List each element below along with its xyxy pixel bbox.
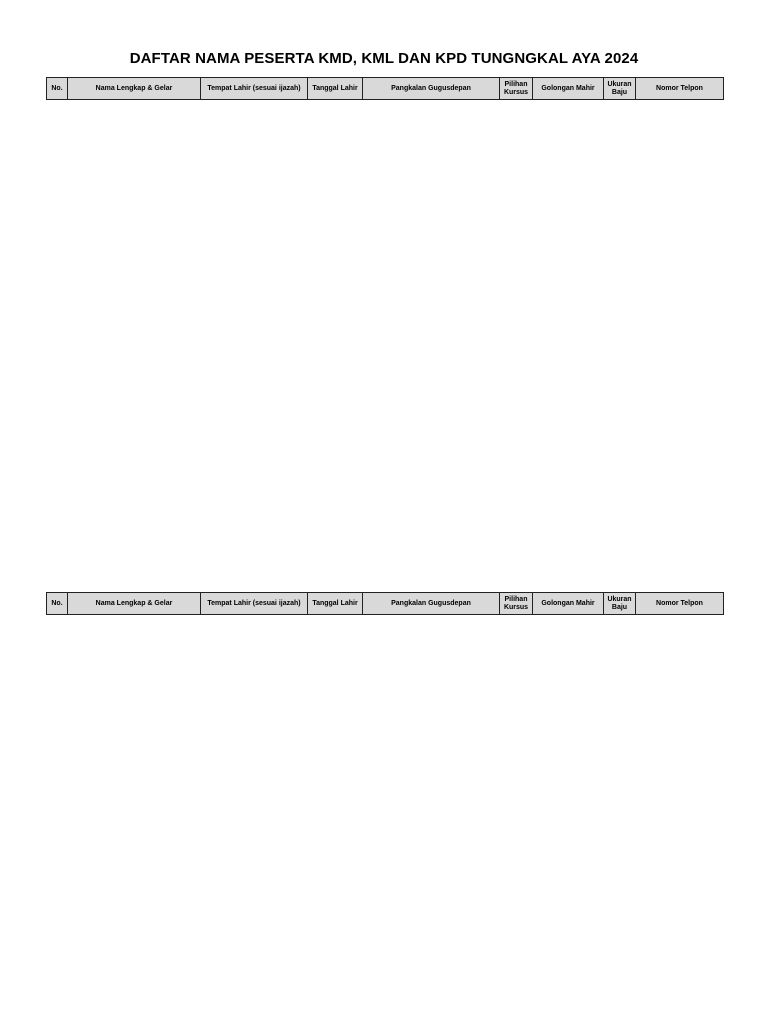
column-header: No. [47,593,68,615]
column-header: Nama Lengkap & Gelar [68,593,201,615]
column-header: Nama Lengkap & Gelar [68,78,201,100]
column-header: Ukuran Baju [604,593,636,615]
column-header: No. [47,78,68,100]
column-header: Pangkalan Gugusdepan [363,78,500,100]
column-header: Golongan Mahir [533,78,604,100]
column-header: Pilihan Kursus [500,78,533,100]
column-header: Tanggal Lahir [308,78,363,100]
table-header-row [47,593,724,615]
column-header: Pilihan Kursus [500,593,533,615]
column-header: Pangkalan Gugusdepan [363,593,500,615]
participants-table-2 [46,592,724,615]
column-header: Tempat Lahir (sesuai ijazah) [201,593,308,615]
column-header: Tempat Lahir (sesuai ijazah) [201,78,308,100]
column-header: Ukuran Baju [604,78,636,100]
document-title: DAFTAR NAMA PESERTA KMD, KML DAN KPD TUNGNGKAL AYA 2024 [129,50,639,67]
column-header: Nomor Telpon [636,593,724,615]
column-header: Tanggal Lahir [308,593,363,615]
column-header: Golongan Mahir [533,593,604,615]
table-header-row [47,78,724,100]
column-header: Nomor Telpon [636,78,724,100]
participants-table-1 [46,77,724,100]
